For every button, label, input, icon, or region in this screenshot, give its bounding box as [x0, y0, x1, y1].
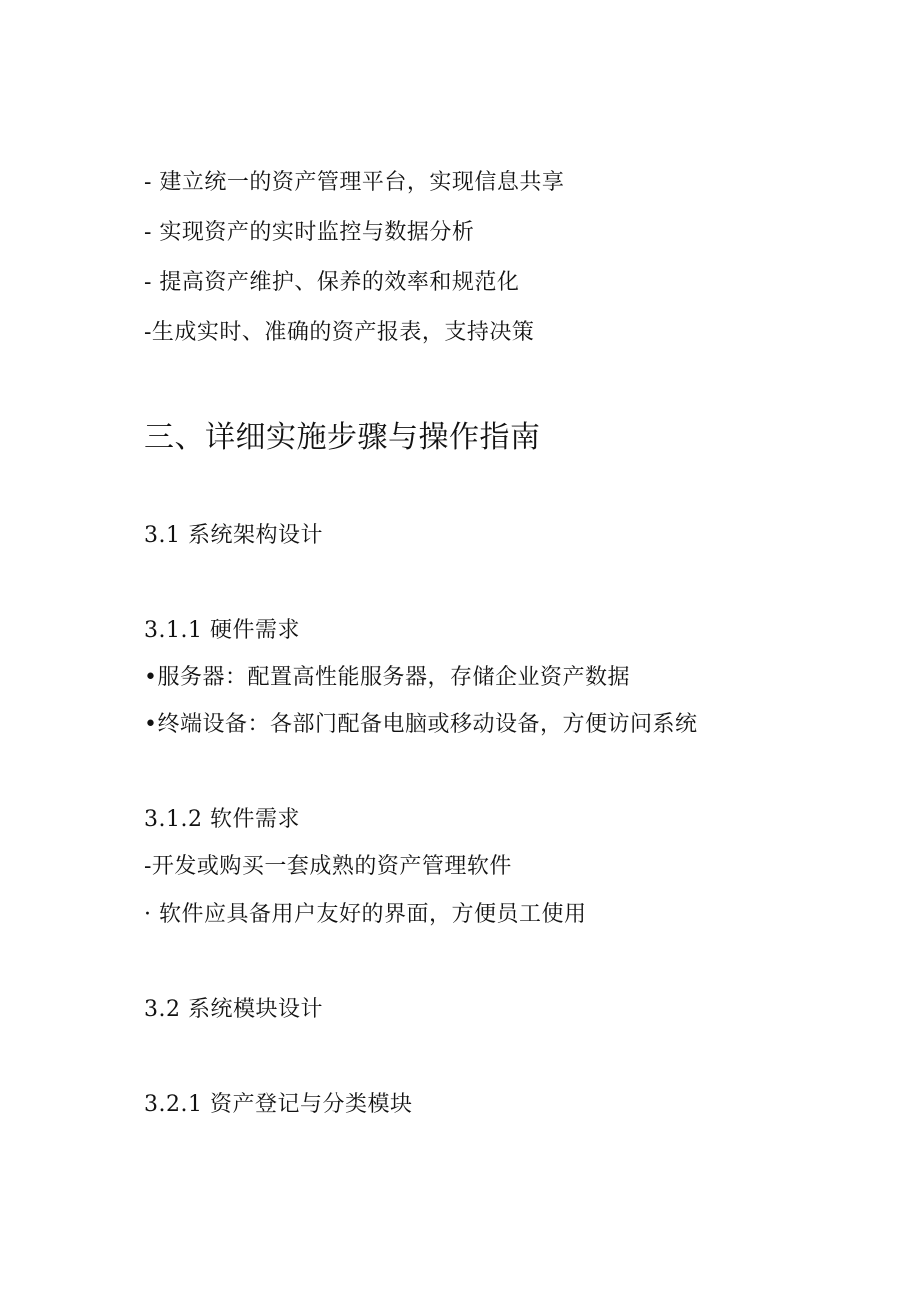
subsection-3-1-2-heading: 3.1.2 软件需求: [144, 807, 300, 832]
subsection-3-2-heading: 3.2 系统模块设计: [144, 997, 323, 1022]
goal-item-1: - 建立统一的资产管理平台，实现信息共享: [144, 170, 565, 195]
section-title: 三、详细实施步骤与操作指南: [144, 420, 541, 455]
goal-item-4: -生成实时、准确的资产报表，支持决策: [144, 320, 535, 345]
goal-item-3: - 提高资产维护、保养的效率和规范化: [144, 270, 520, 295]
software-item-2: · 软件应具备用户友好的界面，方便员工使用: [144, 902, 587, 927]
hardware-item-1: •服务器：配置高性能服务器，存储企业资产数据: [144, 665, 630, 690]
subsection-3-1-1-heading: 3.1.1 硬件需求: [144, 618, 300, 643]
subsection-3-1-heading: 3.1 系统架构设计: [144, 523, 323, 548]
subsection-3-2-1-heading: 3.2.1 资产登记与分类模块: [144, 1092, 413, 1117]
hardware-item-2: •终端设备：各部门配备电脑或移动设备，方便访问系统: [144, 712, 698, 737]
goal-item-2: - 实现资产的实时监控与数据分析: [144, 220, 475, 245]
software-item-1: -开发或购买一套成熟的资产管理软件: [144, 854, 512, 879]
